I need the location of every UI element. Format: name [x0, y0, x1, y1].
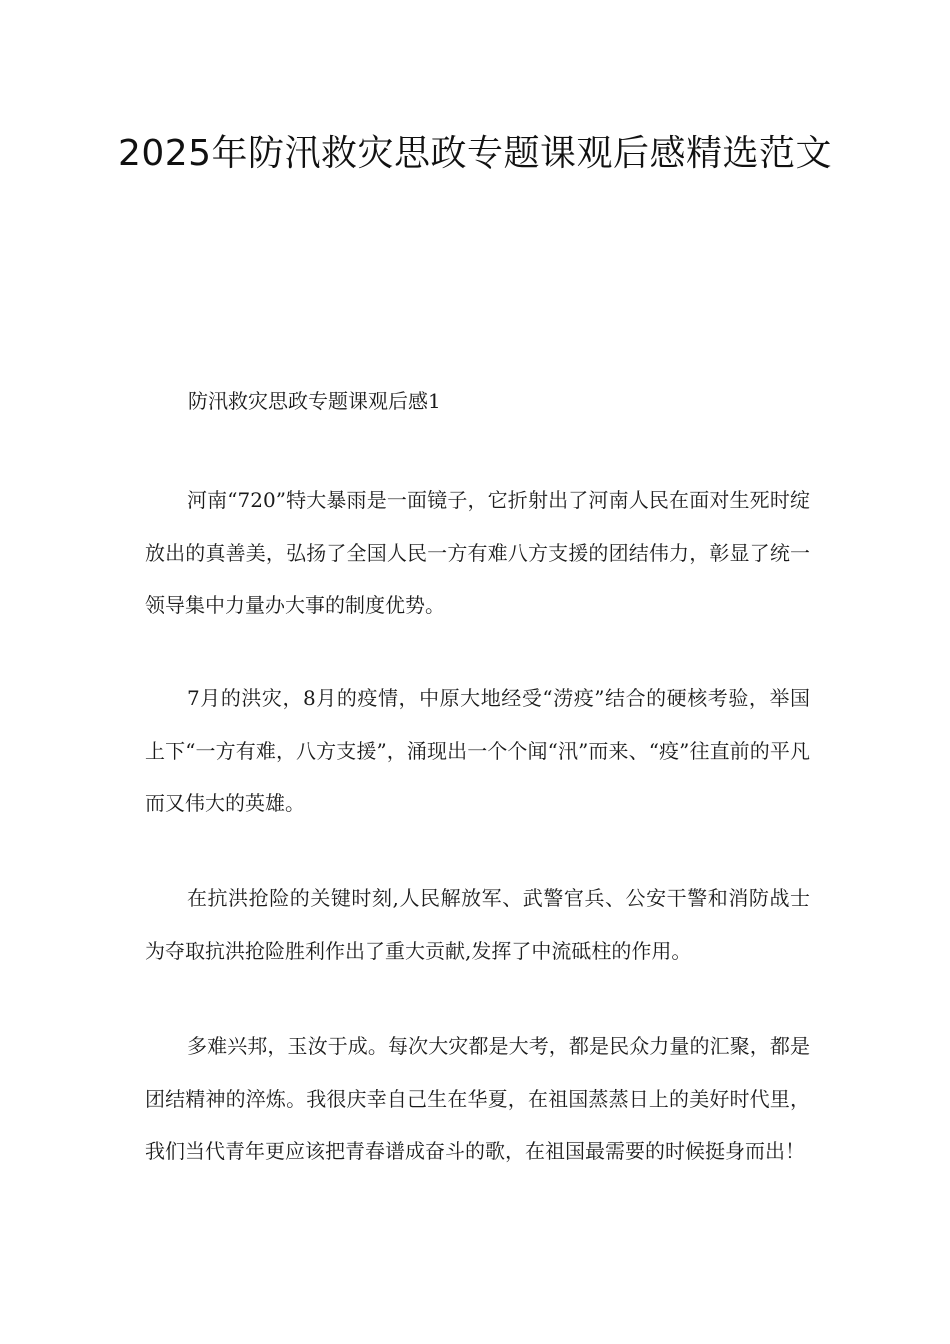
paragraph-4: 多难兴邦，玉汝于成。每次大灾都是大考，都是民众力量的汇聚，都是团结精神的淬炼。我很庆幸自己生在华夏，在祖国蒸蒸日上的美好时代里，我们当代青年更应该把青春谱成奋斗的歌，在祖国最需要的时候挺身而出！ [145, 1034, 810, 1163]
document-title: 2025年防汛救灾思政专题课观后感精选范文 [117, 133, 833, 174]
section-heading: 防汛救灾思政专题课观后感1 [188, 389, 441, 413]
paragraph-2: 7月的洪灾，8月的疫情，中原大地经受“涝疫”结合的硬核考验，举国上下“一方有难，八方支援”，涌现出一个个闻“汛”而来、“疫”往直前的平凡而又伟大的英雄。 [145, 686, 810, 815]
paragraph-3: 在抗洪抢险的关键时刻,人民解放军、武警官兵、公安干警和消防战士为夺取抗洪抢险胜利作出了重大贡献,发挥了中流砥柱的作用。 [145, 886, 810, 963]
paragraph-1: 河南“720”特大暴雨是一面镜子，它折射出了河南人民在面对生死时绽放出的真善美，弘扬了全国人民一方有难八方支援的团结伟力，彰显了统一领导集中力量办大事的制度优势。 [145, 488, 810, 617]
